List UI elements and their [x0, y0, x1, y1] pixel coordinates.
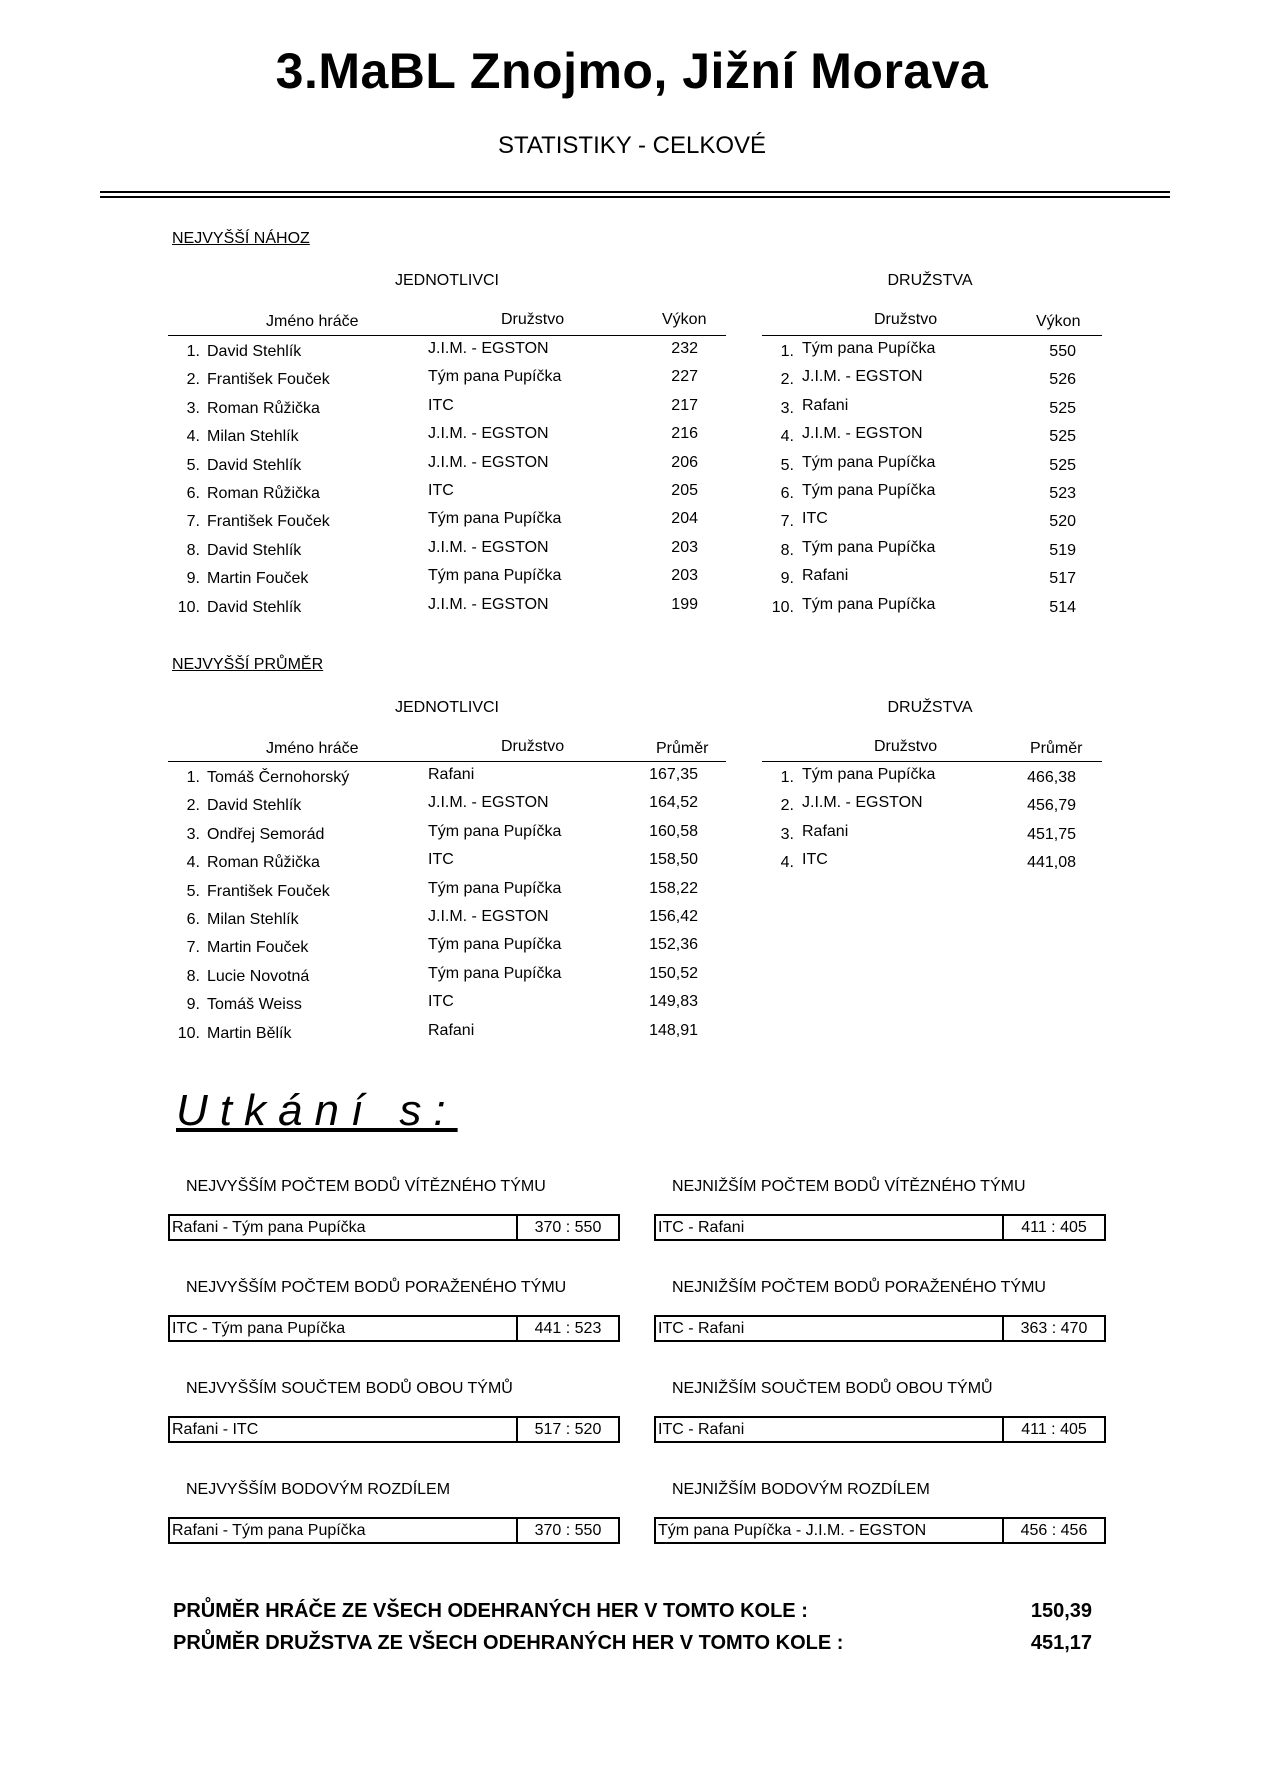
value-cell: 158,50 [649, 851, 698, 869]
team-name: Tým pana Pupíčka [428, 368, 562, 386]
value-cell: 164,52 [649, 794, 698, 812]
match-record-box [654, 1315, 1106, 1342]
match-category-label: NEJVYŠŠÍM POČTEM BODŮ PORAŽENÉHO TÝMU [186, 1279, 567, 1296]
rank-number: 1. [780, 343, 794, 360]
match-teams: Tým pana Pupíčka - J.I.M. - EGSTON [658, 1522, 927, 1539]
player-name: David Stehlík [207, 343, 302, 360]
player-name: Roman Růžička [207, 485, 320, 502]
match-score: 411 : 405 [1002, 1216, 1104, 1239]
match-score: 517 : 520 [516, 1418, 618, 1441]
match-teams: Rafani - Tým pana Pupíčka [172, 1522, 366, 1539]
value-cell: 514 [1049, 598, 1076, 616]
rank-number: 6. [780, 485, 794, 502]
team-name: Tým pana Pupíčka [428, 936, 562, 954]
player-name: Martin Bělík [207, 1024, 292, 1042]
table-row [0, 823, 1264, 851]
match-record-box [168, 1315, 620, 1342]
player-name: Martin Fouček [207, 570, 309, 588]
match-score: 370 : 550 [516, 1216, 618, 1239]
team-name: ITC [428, 993, 454, 1011]
table-row [0, 936, 1264, 964]
player-average-value: 150,39 [1030, 1600, 1092, 1622]
col-head-value: Průměr [1030, 740, 1083, 757]
match-category-label: NEJVYŠŠÍM BODOVÝM ROZDÍLEM [186, 1481, 451, 1498]
value-cell: 526 [1049, 371, 1076, 389]
rank-number: 1. [186, 343, 200, 360]
header-divider [100, 191, 1170, 193]
rank-number: 10. [771, 598, 794, 616]
col-head-player: Jméno hráče [266, 313, 359, 330]
value-cell: 451,75 [1027, 825, 1076, 843]
rank-number: 3. [186, 825, 200, 843]
table-row [0, 1022, 1264, 1050]
team-name: Rafani [802, 396, 849, 414]
value-cell: 232 [671, 340, 698, 357]
value-cell: 203 [671, 567, 698, 585]
team-name: ITC [428, 482, 454, 499]
table-header-rule [762, 761, 1102, 762]
player-name: David Stehlík [207, 541, 302, 559]
header-divider-second [100, 196, 1170, 198]
team-name: Rafani [428, 766, 475, 783]
player-name: František Fouček [207, 513, 330, 531]
team-name: J.I.M. - EGSTON [802, 425, 923, 443]
team-name: Rafani [802, 567, 849, 585]
value-cell: 550 [1049, 343, 1076, 360]
team-average-label: PRŮMĚR DRUŽSTVA ZE VŠECH ODEHRANÝCH HER V TOMTO KOLE : [173, 1632, 844, 1654]
match-category-label: NEJNIŽŠÍM POČTEM BODŮ PORAŽENÉHO TÝMU [672, 1279, 1046, 1296]
value-cell: 152,36 [649, 936, 698, 954]
table-row [0, 766, 1264, 794]
value-cell: 216 [671, 425, 698, 443]
value-cell: 205 [671, 482, 698, 499]
team-name: ITC [802, 851, 828, 869]
match-record-box [168, 1517, 620, 1544]
value-cell: 525 [1049, 428, 1076, 446]
table-header-rule [168, 335, 726, 336]
col-head-value: Výkon [662, 311, 707, 328]
match-category-label: NEJNIŽŠÍM POČTEM BODŮ VÍTĚZNÉHO TÝMU [672, 1178, 1026, 1195]
col-head-team: Družstvo [501, 311, 565, 328]
rank-number: 1. [186, 769, 200, 786]
rank-number: 9. [186, 570, 200, 588]
team-name: Tým pana Pupíčka [428, 510, 562, 528]
player-name: Ondřej Semorád [207, 825, 325, 843]
value-cell: 525 [1049, 399, 1076, 417]
player-name: Lucie Novotná [207, 967, 310, 985]
table-row [0, 368, 1264, 396]
match-teams: Rafani - ITC [172, 1421, 259, 1438]
value-cell: 167,35 [649, 766, 698, 783]
value-cell: 206 [671, 453, 698, 471]
value-cell: 456,79 [1027, 797, 1076, 815]
table-row [0, 340, 1264, 368]
table-row [0, 993, 1264, 1021]
team-name: Tým pana Pupíčka [802, 482, 936, 499]
value-cell: 149,83 [649, 993, 698, 1011]
value-cell: 160,58 [649, 822, 698, 840]
rank-number: 5. [186, 882, 200, 900]
rank-number: 7. [186, 513, 200, 531]
team-name: J.I.M. - EGSTON [428, 538, 549, 556]
player-name: Tomáš Černohorský [207, 769, 350, 786]
player-name: Martin Fouček [207, 939, 309, 957]
rank-number: 9. [780, 570, 794, 588]
col-head-value: Průměr [656, 740, 709, 757]
rank-number: 5. [780, 456, 794, 474]
match-category-label: NEJNIŽŠÍM SOUČTEM BODŮ OBOU TÝMŮ [672, 1380, 993, 1397]
match-category-label: NEJNIŽŠÍM BODOVÝM ROZDÍLEM [672, 1481, 930, 1498]
player-name: David Stehlík [207, 797, 302, 815]
rank-number: 5. [186, 456, 200, 474]
match-teams: ITC - Rafani [658, 1320, 745, 1337]
team-name: Tým pana Pupíčka [802, 453, 936, 471]
team-name: Tým pana Pupíčka [802, 538, 936, 556]
individuals-heading: JEDNOTLIVCI [394, 272, 499, 289]
teams-heading: DRUŽSTVA [887, 699, 973, 716]
rank-number: 8. [186, 541, 200, 559]
player-name: Milan Stehlík [207, 428, 299, 446]
rank-number: 10. [177, 1024, 200, 1042]
teams-heading: DRUŽSTVA [887, 272, 973, 289]
rank-number: 4. [186, 428, 200, 446]
player-name: František Fouček [207, 371, 330, 389]
team-name: Tým pana Pupíčka [428, 822, 562, 840]
table-row [0, 425, 1264, 453]
player-name: Milan Stehlík [207, 911, 299, 928]
table-row [0, 908, 1264, 936]
match-category-label: NEJVYŠŠÍM SOUČTEM BODŮ OBOU TÝMŮ [186, 1380, 513, 1397]
table-row [0, 851, 1264, 879]
team-name: ITC [428, 396, 454, 414]
value-cell: 199 [671, 595, 698, 613]
page-subtitle: STATISTIKY - CELKOVÉ [497, 132, 767, 159]
table-row [0, 794, 1264, 822]
match-record-box [168, 1214, 620, 1241]
table-row [0, 880, 1264, 908]
table-row [0, 539, 1264, 567]
section-label-highest-average: NEJVYŠŠÍ PRŮMĚR [172, 656, 324, 673]
matches-heading: Utkání s: [176, 1086, 458, 1135]
rank-number: 9. [186, 996, 200, 1014]
value-cell: 156,42 [649, 908, 698, 925]
match-score: 370 : 550 [516, 1519, 618, 1542]
value-cell: 148,91 [649, 1021, 698, 1039]
value-cell: 204 [671, 510, 698, 528]
match-record-box [654, 1416, 1106, 1443]
player-name: Roman Růžička [207, 854, 320, 872]
team-name: Tým pana Pupíčka [802, 340, 936, 357]
rank-number: 3. [780, 825, 794, 843]
col-head-team: Družstvo [874, 311, 938, 328]
match-teams: ITC - Tým pana Pupíčka [172, 1320, 346, 1337]
table-header-rule [762, 335, 1102, 336]
team-name: Tým pana Pupíčka [428, 964, 562, 982]
team-name: J.I.M. - EGSTON [428, 340, 549, 357]
player-average-label: PRŮMĚR HRÁČE ZE VŠECH ODEHRANÝCH HER V TOMTO KOLE : [173, 1600, 808, 1622]
team-name: J.I.M. - EGSTON [428, 425, 549, 443]
table-row [0, 397, 1264, 425]
individuals-heading: JEDNOTLIVCI [394, 699, 499, 716]
match-score: 441 : 523 [516, 1317, 618, 1340]
value-cell: 466,38 [1027, 769, 1076, 786]
rank-number: 4. [780, 854, 794, 872]
team-name: Tým pana Pupíčka [428, 879, 562, 897]
value-cell: 517 [1049, 570, 1076, 588]
value-cell: 217 [671, 396, 698, 414]
rank-number: 3. [780, 399, 794, 417]
rank-number: 2. [186, 797, 200, 815]
rank-number: 4. [186, 854, 200, 872]
team-name: ITC [428, 851, 454, 869]
table-row [0, 596, 1264, 624]
match-teams: Rafani - Tým pana Pupíčka [172, 1219, 366, 1236]
rank-number: 2. [186, 371, 200, 389]
team-name: Rafani [802, 822, 849, 840]
team-name: J.I.M. - EGSTON [428, 453, 549, 471]
team-name: J.I.M. - EGSTON [802, 794, 923, 812]
match-record-box [654, 1214, 1106, 1241]
match-score: 363 : 470 [1002, 1317, 1104, 1340]
section-label-highest-throw: NEJVYŠŠÍ NÁHOZ [172, 230, 310, 247]
table-row [0, 482, 1264, 510]
col-head-team: Družstvo [874, 738, 938, 755]
match-category-label: NEJVYŠŠÍM POČTEM BODŮ VÍTĚZNÉHO TÝMU [186, 1178, 546, 1195]
team-name: Tým pana Pupíčka [802, 766, 936, 783]
rank-number: 6. [186, 911, 200, 928]
table-header-rule [168, 761, 726, 762]
team-name: J.I.M. - EGSTON [428, 595, 549, 613]
rank-number: 8. [186, 967, 200, 985]
rank-number: 6. [186, 485, 200, 502]
team-name: Tým pana Pupíčka [802, 595, 936, 613]
col-head-team: Družstvo [501, 738, 565, 755]
match-teams: ITC - Rafani [658, 1421, 745, 1438]
team-name: J.I.M. - EGSTON [428, 908, 549, 925]
team-name: Tým pana Pupíčka [428, 567, 562, 585]
player-name: Tomáš Weiss [207, 996, 302, 1014]
team-name: ITC [802, 510, 828, 528]
rank-number: 2. [780, 371, 794, 389]
page-title: 3.MaBL Znojmo, Jižní Morava [275, 43, 989, 99]
table-row [0, 567, 1264, 595]
team-name: J.I.M. - EGSTON [428, 794, 549, 812]
value-cell: 150,52 [649, 964, 698, 982]
player-name: František Fouček [207, 882, 330, 900]
rank-number: 7. [186, 939, 200, 957]
match-score: 411 : 405 [1002, 1418, 1104, 1441]
rank-number: 10. [177, 598, 200, 616]
value-cell: 158,22 [649, 879, 698, 897]
rank-number: 1. [780, 769, 794, 786]
rank-number: 2. [780, 797, 794, 815]
player-name: Roman Růžička [207, 399, 320, 417]
value-cell: 227 [671, 368, 698, 386]
rank-number: 3. [186, 399, 200, 417]
match-teams: ITC - Rafani [658, 1219, 745, 1236]
player-name: David Stehlík [207, 456, 302, 474]
table-row [0, 965, 1264, 993]
value-cell: 519 [1049, 541, 1076, 559]
col-head-value: Výkon [1036, 313, 1081, 330]
value-cell: 203 [671, 538, 698, 556]
team-average-value: 451,17 [1030, 1632, 1092, 1654]
col-head-player: Jméno hráče [266, 740, 359, 757]
team-name: J.I.M. - EGSTON [802, 368, 923, 386]
value-cell: 523 [1049, 485, 1076, 502]
rank-number: 8. [780, 541, 794, 559]
team-name: Rafani [428, 1021, 475, 1039]
match-record-box [654, 1517, 1106, 1544]
value-cell: 441,08 [1027, 854, 1076, 872]
match-score: 456 : 456 [1002, 1519, 1104, 1542]
table-row [0, 454, 1264, 482]
value-cell: 525 [1049, 456, 1076, 474]
player-name: David Stehlík [207, 598, 302, 616]
rank-number: 7. [780, 513, 794, 531]
rank-number: 4. [780, 428, 794, 446]
value-cell: 520 [1049, 513, 1076, 531]
table-row [0, 510, 1264, 538]
match-record-box [168, 1416, 620, 1443]
